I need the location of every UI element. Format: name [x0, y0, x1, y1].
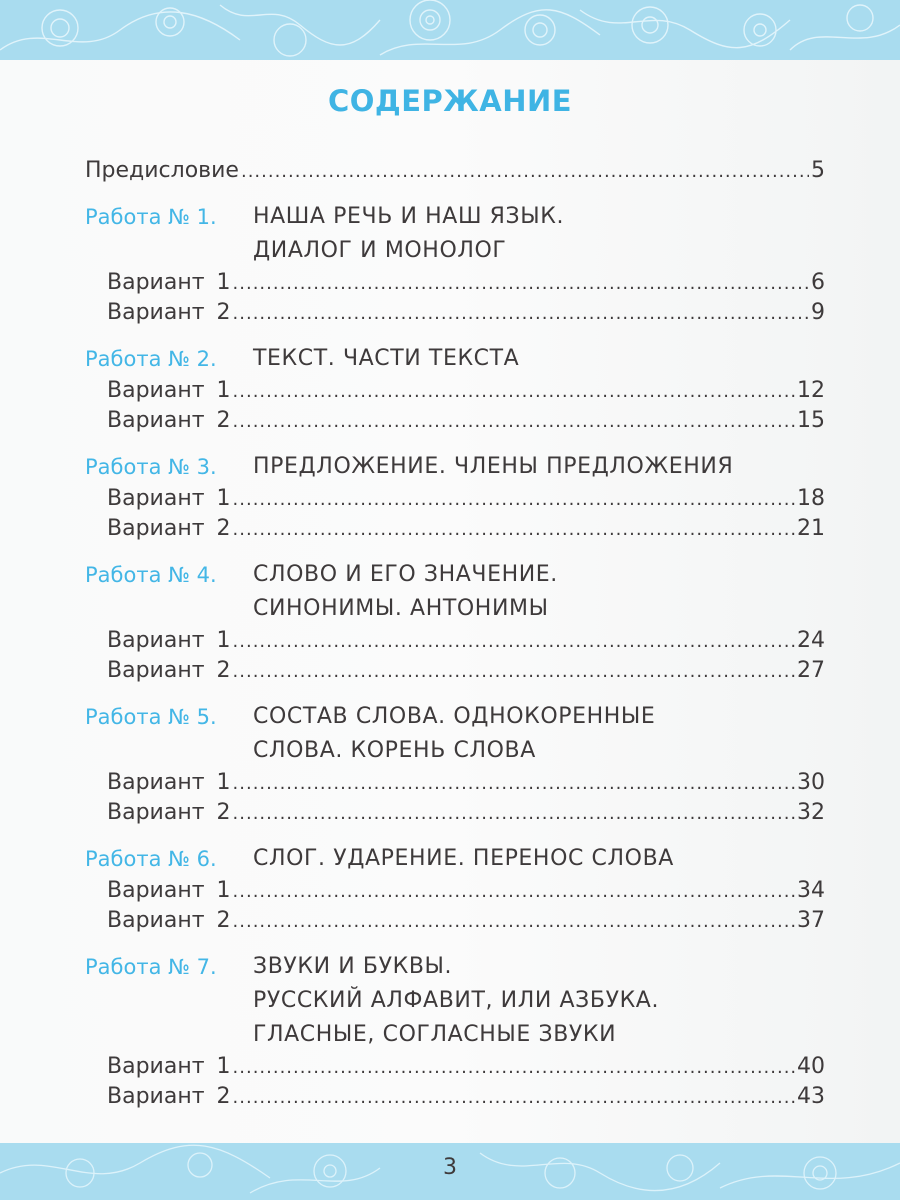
- work-title-line: ДИАЛОГ И МОНОЛОГ: [253, 238, 507, 263]
- work-number-label: Работа № 6.: [85, 847, 217, 871]
- variant-label: Вариант 2: [107, 300, 231, 325]
- toc-page-number: 34: [797, 878, 825, 903]
- toc-variant-entry[interactable]: [85, 376, 825, 406]
- dot-leader: [233, 1083, 795, 1113]
- work-title-line: СЛОГ. УДАРЕНИЕ. ПЕРЕНОС СЛОВА: [253, 846, 674, 871]
- work-title: [253, 950, 825, 1052]
- toc-page-number: 5: [811, 158, 825, 183]
- toc-variant-entry[interactable]: [85, 876, 825, 906]
- dot-leader: [233, 515, 795, 545]
- table-of-contents: [85, 156, 825, 1112]
- work-number-label: Работа № 5.: [85, 705, 217, 729]
- dot-leader: [233, 799, 795, 829]
- variant-label: Вариант 2: [107, 516, 231, 541]
- variant-label: Вариант 1: [107, 378, 231, 403]
- toc-variant-entry[interactable]: [85, 514, 825, 544]
- work-title-line: ЗВУКИ И БУКВЫ.: [253, 954, 453, 979]
- work-number-label: Работа № 7.: [85, 955, 217, 979]
- dot-leader: [233, 769, 795, 799]
- variant-label: Вариант 1: [107, 270, 231, 295]
- work-title-line: НАША РЕЧЬ И НАШ ЯЗЫК.: [253, 204, 565, 229]
- toc-variant-entry[interactable]: [85, 768, 825, 798]
- work-title-line: РУССКИЙ АЛФАВИТ, ИЛИ АЗБУКА.: [253, 988, 660, 1013]
- dot-leader: [233, 485, 795, 515]
- decorative-header-band: [0, 0, 900, 60]
- work-number-label: Работа № 2.: [85, 347, 217, 371]
- dot-leader: [233, 627, 795, 657]
- work-title-line: СИНОНИМЫ. АНТОНИМЫ: [253, 596, 549, 621]
- work-title: [253, 200, 825, 268]
- toc-variant-entry[interactable]: [85, 268, 825, 298]
- toc-page-number: 24: [797, 628, 825, 653]
- toc-page-number: 12: [797, 378, 825, 403]
- dot-leader: [233, 1053, 795, 1083]
- toc-page-number: 21: [797, 516, 825, 541]
- page-title: СОДЕРЖАНИЕ: [327, 84, 573, 118]
- work-title: [253, 558, 825, 626]
- variant-label: Вариант 1: [107, 628, 231, 653]
- work-title-line: ПРЕДЛОЖЕНИЕ. ЧЛЕНЫ ПРЕДЛОЖЕНИЯ: [253, 454, 734, 479]
- work-title: [253, 342, 825, 376]
- toc-work-3[interactable]: [85, 450, 825, 484]
- toc-entry-label: Предисловие: [85, 158, 239, 183]
- work-number-label: Работа № 4.: [85, 563, 217, 587]
- toc-work-6[interactable]: [85, 842, 825, 876]
- toc-page-number: 43: [797, 1084, 825, 1109]
- variant-label: Вариант 2: [107, 408, 231, 433]
- toc-work-7[interactable]: [85, 950, 825, 1052]
- work-title-line: СЛОВА. КОРЕНЬ СЛОВА: [253, 738, 536, 763]
- toc-variant-entry[interactable]: [85, 656, 825, 686]
- dot-leader: [233, 657, 795, 687]
- toc-page-number: 32: [797, 800, 825, 825]
- page-number: 3: [443, 1155, 457, 1180]
- toc-work-5[interactable]: [85, 700, 825, 768]
- toc-variant-entry[interactable]: [85, 626, 825, 656]
- dot-leader: [241, 157, 809, 187]
- toc-page-number: 37: [797, 908, 825, 933]
- toc-page-number: 18: [797, 486, 825, 511]
- toc-page-number: 40: [797, 1054, 825, 1079]
- toc-page-number: 27: [797, 658, 825, 683]
- toc-page-number: 15: [797, 408, 825, 433]
- variant-label: Вариант 2: [107, 800, 231, 825]
- toc-variant-entry[interactable]: [85, 484, 825, 514]
- dot-leader: [233, 269, 809, 299]
- dot-leader: [233, 907, 795, 937]
- variant-label: Вариант 2: [107, 1084, 231, 1109]
- variant-label: Вариант 1: [107, 770, 231, 795]
- work-number-label: Работа № 3.: [85, 455, 217, 479]
- toc-variant-entry[interactable]: [85, 406, 825, 436]
- toc-entry-preface[interactable]: [85, 156, 825, 186]
- dot-leader: [233, 877, 795, 907]
- toc-work-2[interactable]: [85, 342, 825, 376]
- work-title-line: ГЛАСНЫЕ, СОГЛАСНЫЕ ЗВУКИ: [253, 1022, 617, 1047]
- toc-variant-entry[interactable]: [85, 1052, 825, 1082]
- variant-label: Вариант 2: [107, 908, 231, 933]
- dot-leader: [233, 299, 809, 329]
- dot-leader: [233, 407, 795, 437]
- work-title: [253, 700, 825, 768]
- work-title-line: ТЕКСТ. ЧАСТИ ТЕКСТА: [253, 346, 520, 371]
- toc-work-4[interactable]: [85, 558, 825, 626]
- toc-page-number: 9: [811, 300, 825, 325]
- work-title-line: СОСТАВ СЛОВА. ОДНОКОРЕННЫЕ: [253, 704, 656, 729]
- variant-label: Вариант 1: [107, 878, 231, 903]
- toc-variant-entry[interactable]: [85, 298, 825, 328]
- toc-variant-entry[interactable]: [85, 798, 825, 828]
- dot-leader: [233, 377, 795, 407]
- toc-page-number: 6: [811, 270, 825, 295]
- variant-label: Вариант 1: [107, 1054, 231, 1079]
- toc-variant-entry[interactable]: [85, 1082, 825, 1112]
- work-title: [253, 842, 825, 876]
- work-number-label: Работа № 1.: [85, 205, 217, 229]
- floral-pattern-icon: [0, 0, 900, 60]
- work-title: [253, 450, 825, 484]
- toc-work-1[interactable]: [85, 200, 825, 268]
- toc-variant-entry[interactable]: [85, 906, 825, 936]
- variant-label: Вариант 2: [107, 658, 231, 683]
- toc-page-number: 30: [797, 770, 825, 795]
- variant-label: Вариант 1: [107, 486, 231, 511]
- work-title-line: СЛОВО И ЕГО ЗНАЧЕНИЕ.: [253, 562, 558, 587]
